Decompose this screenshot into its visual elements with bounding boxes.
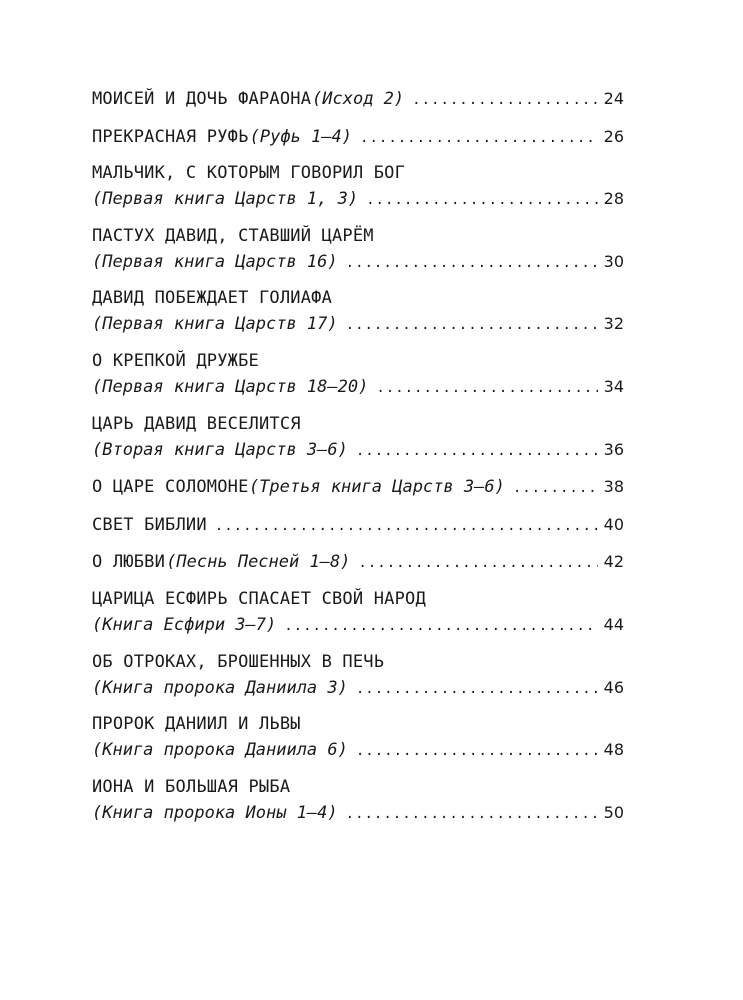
toc-page-number: 46	[603, 677, 624, 697]
toc-page-number: 38	[603, 477, 624, 497]
toc-reference: (Третья книга Царств 3–6)	[248, 477, 505, 498]
toc-title: ДАВИД ПОБЕЖДАЕТ ГОЛИАФА	[92, 288, 333, 309]
toc-ref-line	[92, 612, 624, 637]
toc-ref-line	[92, 374, 624, 399]
toc-title-line	[92, 286, 624, 311]
toc-title-line	[92, 775, 624, 800]
dot-leader	[356, 739, 598, 764]
toc-entry	[92, 286, 624, 336]
toc-title: МОИСЕЙ И ДОЧЬ ФАРАОНА	[92, 89, 312, 109]
toc-line	[92, 474, 624, 499]
toc-ref-line	[92, 737, 624, 762]
toc-page-number: 34	[603, 376, 624, 396]
toc-entry	[92, 775, 624, 825]
toc-reference: (Первая книга Царств 16)	[92, 251, 338, 272]
toc-entry	[92, 549, 624, 574]
toc-entry	[92, 587, 624, 637]
toc-title-line	[92, 412, 624, 437]
toc-title-line	[92, 161, 624, 186]
toc-reference: (Книга пророка Даниила 6)	[92, 740, 348, 761]
toc-line	[92, 549, 624, 574]
toc-entry	[92, 124, 624, 149]
table-of-contents	[92, 86, 624, 837]
toc-page-number: 32	[603, 314, 624, 334]
toc-entry	[92, 474, 624, 499]
toc-title: О ЛЮБВИ	[92, 552, 166, 573]
toc-ref-line	[92, 311, 624, 336]
toc-title: ЦАРЬ ДАВИД ВЕСЕЛИТСЯ	[92, 413, 301, 434]
toc-ref-line	[92, 800, 624, 825]
dot-leader	[412, 88, 597, 113]
toc-title: О КРЕПКОЙ ДРУЖБЕ	[92, 350, 259, 371]
toc-title-line	[92, 650, 624, 675]
toc-title: ИОНА И БОЛЬШАЯ РЫБА	[92, 776, 291, 797]
toc-ref-line	[92, 186, 624, 211]
toc-reference: (Руфь 1–4)	[249, 126, 353, 147]
dot-leader	[356, 439, 598, 464]
toc-page-number: 36	[603, 439, 624, 459]
toc-ref-line	[92, 249, 624, 274]
toc-page-number: 24	[603, 89, 624, 108]
toc-reference: (Песнь Песней 1–8)	[166, 552, 351, 573]
toc-reference: (Книга Есфири 3–7)	[92, 614, 277, 635]
toc-title-line	[92, 712, 624, 737]
dot-leader	[215, 514, 598, 539]
dot-leader	[356, 677, 598, 702]
toc-page-number: 30	[603, 251, 624, 271]
toc-entry	[92, 86, 624, 111]
dot-leader	[376, 376, 597, 401]
toc-title: О ЦАРЕ СОЛОМОНЕ	[92, 477, 249, 498]
toc-line	[92, 512, 624, 537]
toc-entry	[92, 512, 624, 537]
toc-title-line	[92, 587, 624, 612]
toc-entry	[92, 349, 624, 399]
toc-page-number: 50	[603, 802, 624, 822]
toc-entry	[92, 712, 624, 762]
toc-reference: (Книга пророка Даниила 3)	[92, 677, 348, 698]
toc-entry	[92, 224, 624, 274]
dot-leader	[358, 551, 597, 576]
toc-page-number: 48	[603, 740, 624, 760]
toc-ref-line	[92, 675, 624, 700]
toc-reference: (Первая книга Царств 1, 3)	[92, 189, 359, 210]
toc-reference: (Первая книга Царств 17)	[92, 314, 338, 335]
toc-title-line	[92, 349, 624, 374]
toc-reference: (Вторая книга Царств 3–6)	[92, 439, 348, 460]
toc-title: ПАСТУХ ДАВИД, СТАВШИЙ ЦАРЁМ	[92, 225, 374, 246]
toc-title: ПРОРОК ДАНИИЛ И ЛЬВЫ	[92, 714, 301, 735]
toc-page-number: 28	[603, 189, 624, 209]
toc-page-number: 44	[603, 614, 624, 634]
toc-title: ЦАРИЦА ЕСФИРЬ СПАСАЕТ СВОЙ НАРОД	[92, 588, 426, 609]
dot-leader	[346, 251, 598, 276]
toc-page-number: 26	[603, 126, 624, 146]
toc-title: ОБ ОТРОКАХ, БРОШЕННЫХ В ПЕЧЬ	[92, 651, 385, 672]
dot-leader	[360, 126, 598, 151]
dot-leader	[366, 188, 598, 213]
toc-reference: (Исход 2)	[312, 89, 405, 109]
toc-title-line	[92, 224, 624, 249]
dot-leader	[346, 313, 598, 338]
toc-ref-line	[92, 437, 624, 462]
toc-line	[92, 86, 624, 111]
toc-reference: (Книга пророка Ионы 1–4)	[92, 802, 338, 823]
dot-leader	[284, 614, 597, 639]
toc-line	[92, 124, 624, 149]
toc-entry	[92, 650, 624, 700]
toc-reference: (Первая книга Царств 18–20)	[92, 376, 369, 397]
toc-title: СВЕТ БИБЛИИ	[92, 514, 207, 535]
dot-leader	[513, 476, 598, 501]
toc-title: МАЛЬЧИК, С КОТОРЫМ ГОВОРИЛ БОГ	[92, 163, 406, 184]
toc-title: ПРЕКРАСНАЯ РУФЬ	[92, 126, 249, 147]
toc-entry	[92, 412, 624, 462]
toc-page-number: 40	[603, 514, 624, 534]
toc-entry	[92, 161, 624, 211]
dot-leader	[346, 802, 598, 827]
toc-page-number: 42	[603, 552, 624, 572]
